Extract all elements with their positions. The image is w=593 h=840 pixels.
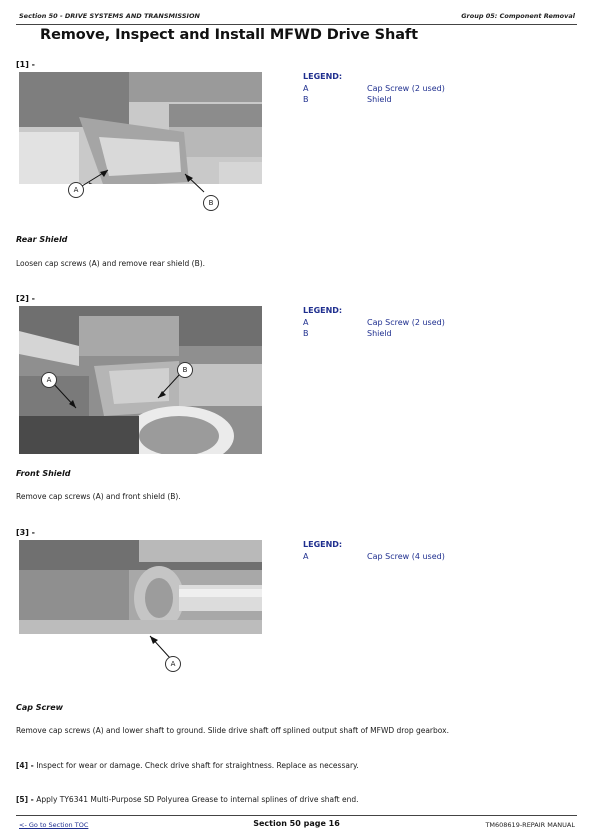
callout-a: A bbox=[68, 182, 84, 198]
header-divider bbox=[16, 24, 577, 25]
step-2-subheading: Front Shield bbox=[16, 469, 71, 478]
step-5 bbox=[16, 795, 573, 804]
legend-title: LEGEND: bbox=[303, 540, 343, 549]
callout-a: A bbox=[165, 656, 181, 672]
legend-title: LEGEND: bbox=[303, 72, 343, 81]
step-3-text: Remove cap screws (A) and lower shaft to ground. Slide drive shaft off splined output shaft of MFWD drop gearbox. bbox=[16, 726, 449, 735]
legend-row: B Shield bbox=[303, 95, 392, 104]
callout-b: B bbox=[177, 362, 193, 378]
step-1-subheading: Rear Shield bbox=[16, 235, 68, 244]
step-1-legend bbox=[303, 71, 445, 106]
legend-row: A Cap Screw (2 used) bbox=[303, 317, 445, 327]
section-toc-link[interactable]: <- Go to Section TOC bbox=[19, 821, 89, 829]
legend-title: LEGEND: bbox=[303, 306, 343, 315]
group-header: Group 05: Component Removal bbox=[461, 12, 575, 20]
callout-a: A bbox=[41, 372, 57, 388]
step-4 bbox=[16, 761, 573, 770]
footer-divider bbox=[16, 815, 577, 816]
step-1-text: Loosen cap screws (A) and remove rear shield (B). bbox=[16, 259, 206, 268]
step-3-photo bbox=[19, 540, 262, 634]
step-3-legend bbox=[303, 539, 445, 562]
page-title: Remove, Inspect and Install MFWD Drive Shaft bbox=[40, 27, 418, 43]
step-3-number: [3] - bbox=[16, 528, 35, 537]
callout-b: B bbox=[203, 195, 219, 211]
step-1-number: [1] - bbox=[16, 60, 35, 69]
page-number: Section 50 page 16 bbox=[253, 819, 340, 828]
legend-row: B Shield bbox=[303, 329, 392, 338]
step-2-number: [2] - bbox=[16, 294, 35, 303]
step-3-subheading: Cap Screw bbox=[16, 703, 64, 712]
step-4-text: Inspect for wear or damage. Check drive shaft for straightness. Replace as necessary. bbox=[36, 761, 359, 770]
legend-row: A Cap Screw (2 used) bbox=[303, 83, 445, 93]
step-2-text: Remove cap screws (A) and front shield (B). bbox=[16, 492, 181, 501]
legend-row: A Cap Screw (4 used) bbox=[303, 551, 445, 561]
section-header: Section 50 - DRIVE SYSTEMS AND TRANSMISSION bbox=[19, 12, 200, 20]
step-4-number: [4] - bbox=[16, 761, 34, 770]
step-5-text: Apply TY6341 Multi-Purpose SD Polyurea Grease to internal splines of drive shaft end. bbox=[36, 795, 359, 804]
step-2-legend bbox=[303, 305, 445, 340]
manual-id: TM608619-REPAIR MANUAL bbox=[485, 821, 575, 829]
step-5-number: [5] - bbox=[16, 795, 34, 804]
